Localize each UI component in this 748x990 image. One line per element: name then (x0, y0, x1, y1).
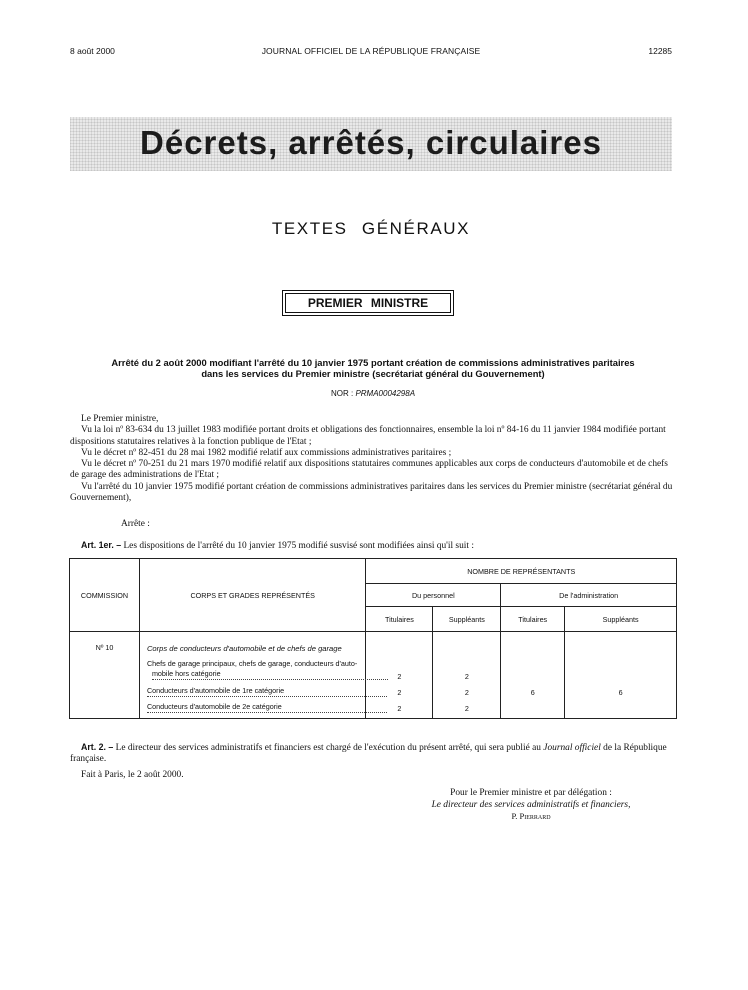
corps-title: Corps de conducteurs d'automobile et de chefs de garage (146, 644, 342, 653)
journal-name: Journal officiel (543, 743, 601, 753)
section-title: TEXTES GÉNÉRAUX (271, 219, 471, 238)
col-header-personnel: Du personnel (366, 584, 501, 607)
fait-line: Fait à Paris, le 2 août 2000. (81, 770, 184, 780)
corps-cell (139, 632, 366, 719)
visa-line: Vu l'arrêté du 10 janvier 1975 modifié portant création de commissions administratives paritaires dans les services du Premier ministre (secrétariat général du Gouvernement), (70, 481, 673, 504)
signature-block (396, 788, 666, 823)
personnel-titulaires-cell (366, 632, 433, 719)
article-2-text-end: de la République française. (70, 743, 667, 765)
visa-line: Le Premier ministre, (81, 414, 159, 424)
nor-label: NOR : (330, 389, 354, 398)
signature-line1: Pour le Premier ministre et par délégation : (450, 788, 612, 798)
visa-line: Vu la loi nº 83-634 du 13 juillet 1983 modifiée portant droits et obligations des fonctionnaires, ensemble la loi nº 84-16 du 11 janvier 1984 modifiée portant dispositions statutaires relatives à la fonction publique de l'Etat ; (70, 425, 666, 447)
value: 6 (618, 688, 623, 697)
arrete-title-line2: dans les services du Premier ministre (secrétariat général du Gouvernement) (201, 368, 545, 379)
visa-line: Vu le décret nº 82-451 du 28 mai 1982 modifié relatif aux commissions administratives paritaires ; (81, 447, 452, 458)
col-header-titulaires: Titulaires (366, 607, 433, 632)
col-header-suppleants: Suppléants (565, 607, 677, 632)
value: 2 (397, 688, 402, 697)
arrete-word: Arrête : (121, 519, 150, 529)
admin-titulaires-cell (501, 632, 565, 719)
col-header-admin: De l'administration (501, 584, 677, 607)
value: 2 (397, 672, 402, 681)
signature-line2: Le directeur des services administratifs et financiers, (431, 799, 631, 810)
commission-number: Nº 10 (95, 643, 114, 652)
running-header (70, 46, 672, 60)
issue-date: 8 août 2000 (70, 46, 115, 56)
value: 2 (464, 672, 469, 681)
article-1 (70, 540, 673, 552)
grade-label: mobile hors catégorie (152, 669, 388, 680)
col-header-corps: CORPS ET GRADES REPRÉSENTÉS (139, 559, 366, 632)
signatory-name: P. Pierrard (511, 811, 551, 821)
article-1-text: Les dispositions de l'arrêté du 10 janvier 1975 modifié susvisé sont modifiées ainsi qu'il suit : (123, 541, 474, 551)
nor-reference (58, 389, 688, 398)
value: 2 (397, 704, 402, 713)
visa-line: Vu le décret nº 70-251 du 21 mars 1970 modifié relatif aux dispositions statutaires communes applicables aux corps de conducteurs d'automobile et de chefs de garage des administrations de l'Etat ; (70, 459, 668, 481)
grade-label: Chefs de garage principaux, chefs de garage, conducteurs d'auto- (146, 659, 358, 668)
arrete-title-line1: Arrêté du 2 août 2000 modifiant l'arrêté du 10 janvier 1975 portant création de commissions administratives paritaires (111, 357, 635, 368)
personnel-suppleants-cell (433, 632, 501, 719)
value: 2 (464, 704, 469, 713)
journal-title: JOURNAL OFFICIEL DE LA RÉPUBLIQUE FRANÇAISE (261, 46, 481, 56)
grade-row-1 (147, 659, 387, 680)
grade-label: Conducteurs d'automobile de 1re catégorie (147, 686, 387, 697)
commission-cell (70, 632, 140, 719)
section-banner (70, 117, 672, 171)
arrete-title (58, 357, 688, 379)
ministry-box: PREMIER MINISTRE (282, 290, 454, 316)
col-header-nombre: NOMBRE DE REPRÉSENTANTS (366, 559, 677, 584)
col-header-titulaires: Titulaires (501, 607, 565, 632)
banner-title: Décrets, arrêtés, circulaires (140, 124, 602, 161)
article-2-label: Art. 2. – (81, 742, 114, 752)
grade-row-2 (147, 686, 387, 697)
grade-row-3 (147, 702, 387, 713)
col-header-commission: COMMISSION (70, 559, 140, 632)
article-2-text: Le directeur des services administratifs et financiers est chargé de l'exécution du présent arrêté, qui sera publié au (115, 743, 541, 753)
page-number: 12285 (648, 46, 672, 56)
col-header-suppleants: Suppléants (433, 607, 501, 632)
grade-label: Conducteurs d'automobile de 2e catégorie (147, 702, 387, 713)
article-2 (70, 742, 673, 766)
value: 6 (530, 688, 535, 697)
article-1-label: Art. 1er. – (81, 540, 122, 550)
representatives-table (69, 558, 677, 719)
visas-block (70, 414, 673, 504)
admin-suppleants-cell (565, 632, 677, 719)
nor-value: PRMA0004298A (355, 389, 416, 398)
value: 2 (464, 688, 469, 697)
table-row (70, 632, 677, 719)
